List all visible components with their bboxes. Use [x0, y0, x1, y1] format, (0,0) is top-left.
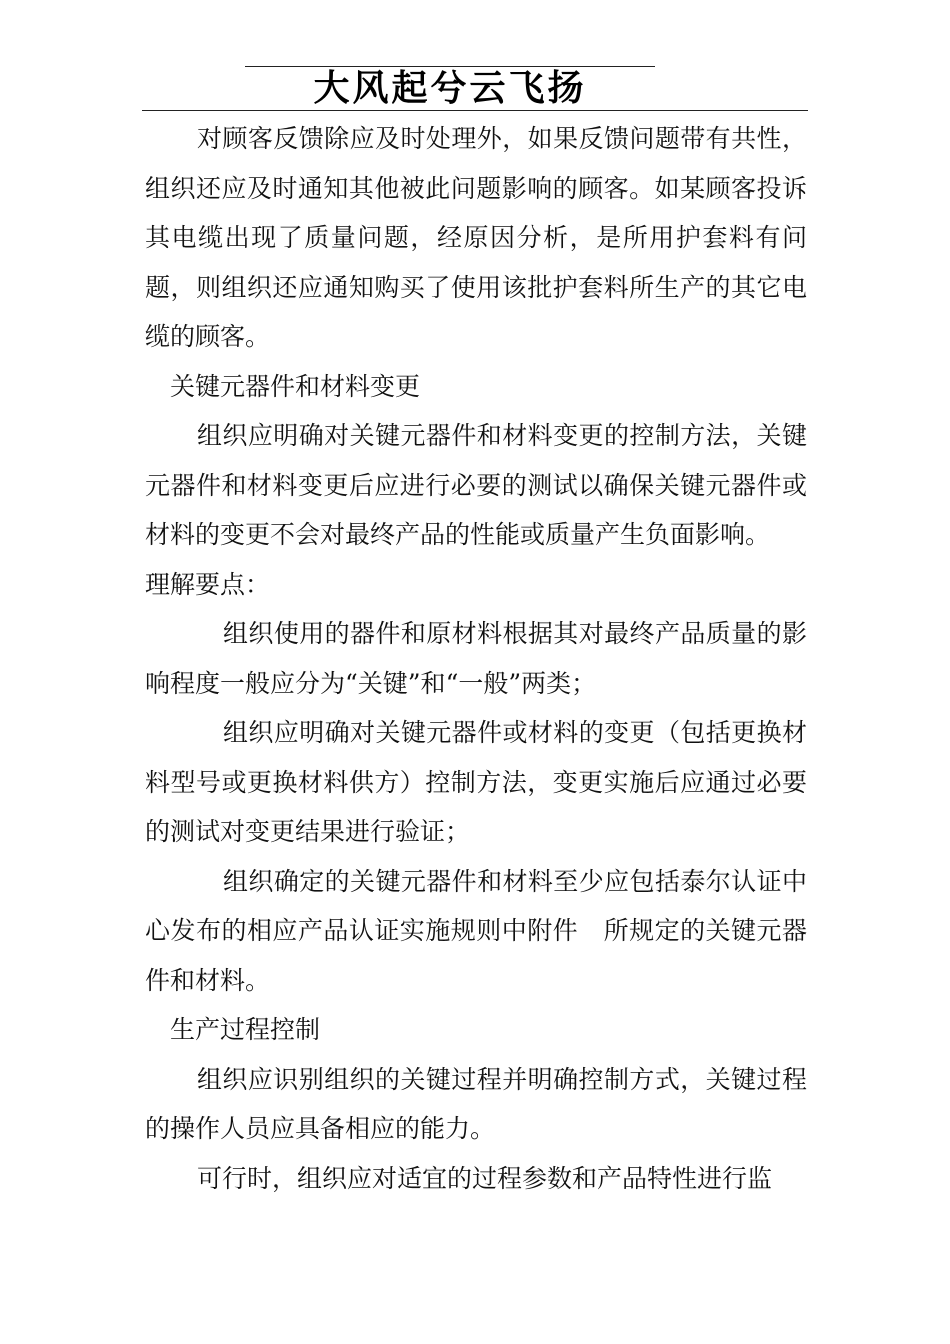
header-bottom-rule	[142, 110, 808, 111]
paragraph-component-classification: 组织使用的器件和原材料根据其对最终产品质量的影响程度一般应分为“关键”和“一般”两类；	[145, 619, 807, 698]
paragraph-key-process: 组织应识别组织的关键过程并明确控制方式，关键过程的操作人员应具备相应的能力。	[145, 1064, 807, 1143]
document-body	[145, 114, 807, 1203]
paragraph-customer-feedback: 对顾客反馈除应及时处理外，如果反馈问题带有共性，组织还应及时通知其他被此问题影响的顾客。如某顾客投诉其电缆出现了质量问题，经原因分析，是所用护套料有问题，则组织还应通知购买了使用该批护套料所生产的其它电缆的顾客。	[145, 124, 807, 351]
page-header-title: 大风起兮云飞扬	[313, 67, 587, 109]
subheading-key-points: 理解要点：	[145, 569, 271, 599]
paragraph-key-components-scope: 组织确定的关键元器件和材料至少应包括泰尔认证中心发布的相应产品认证实施规则中附件 所规定的关键元器件和材料。	[145, 866, 807, 995]
section-heading-key-components-change: 关键元器件和材料变更	[170, 371, 421, 401]
paragraph-process-monitoring: 可行时，组织应对适宜的过程参数和产品特性进行监	[197, 1163, 773, 1193]
paragraph-key-components-control: 组织应明确对关键元器件和材料变更的控制方法，关键元器件和材料变更后应进行必要的测试以确保关键元器件或材料的变更不会对最终产品的性能或质量产生负面影响。	[145, 421, 807, 549]
section-heading-process-control: 生产过程控制	[170, 1015, 321, 1044]
paragraph-change-verification: 组织应明确对关键元器件或材料的变更（包括更换材料型号或更换材料供方）控制方法，变更实施后应通过必要的测试对变更结果进行验证；	[145, 718, 807, 846]
